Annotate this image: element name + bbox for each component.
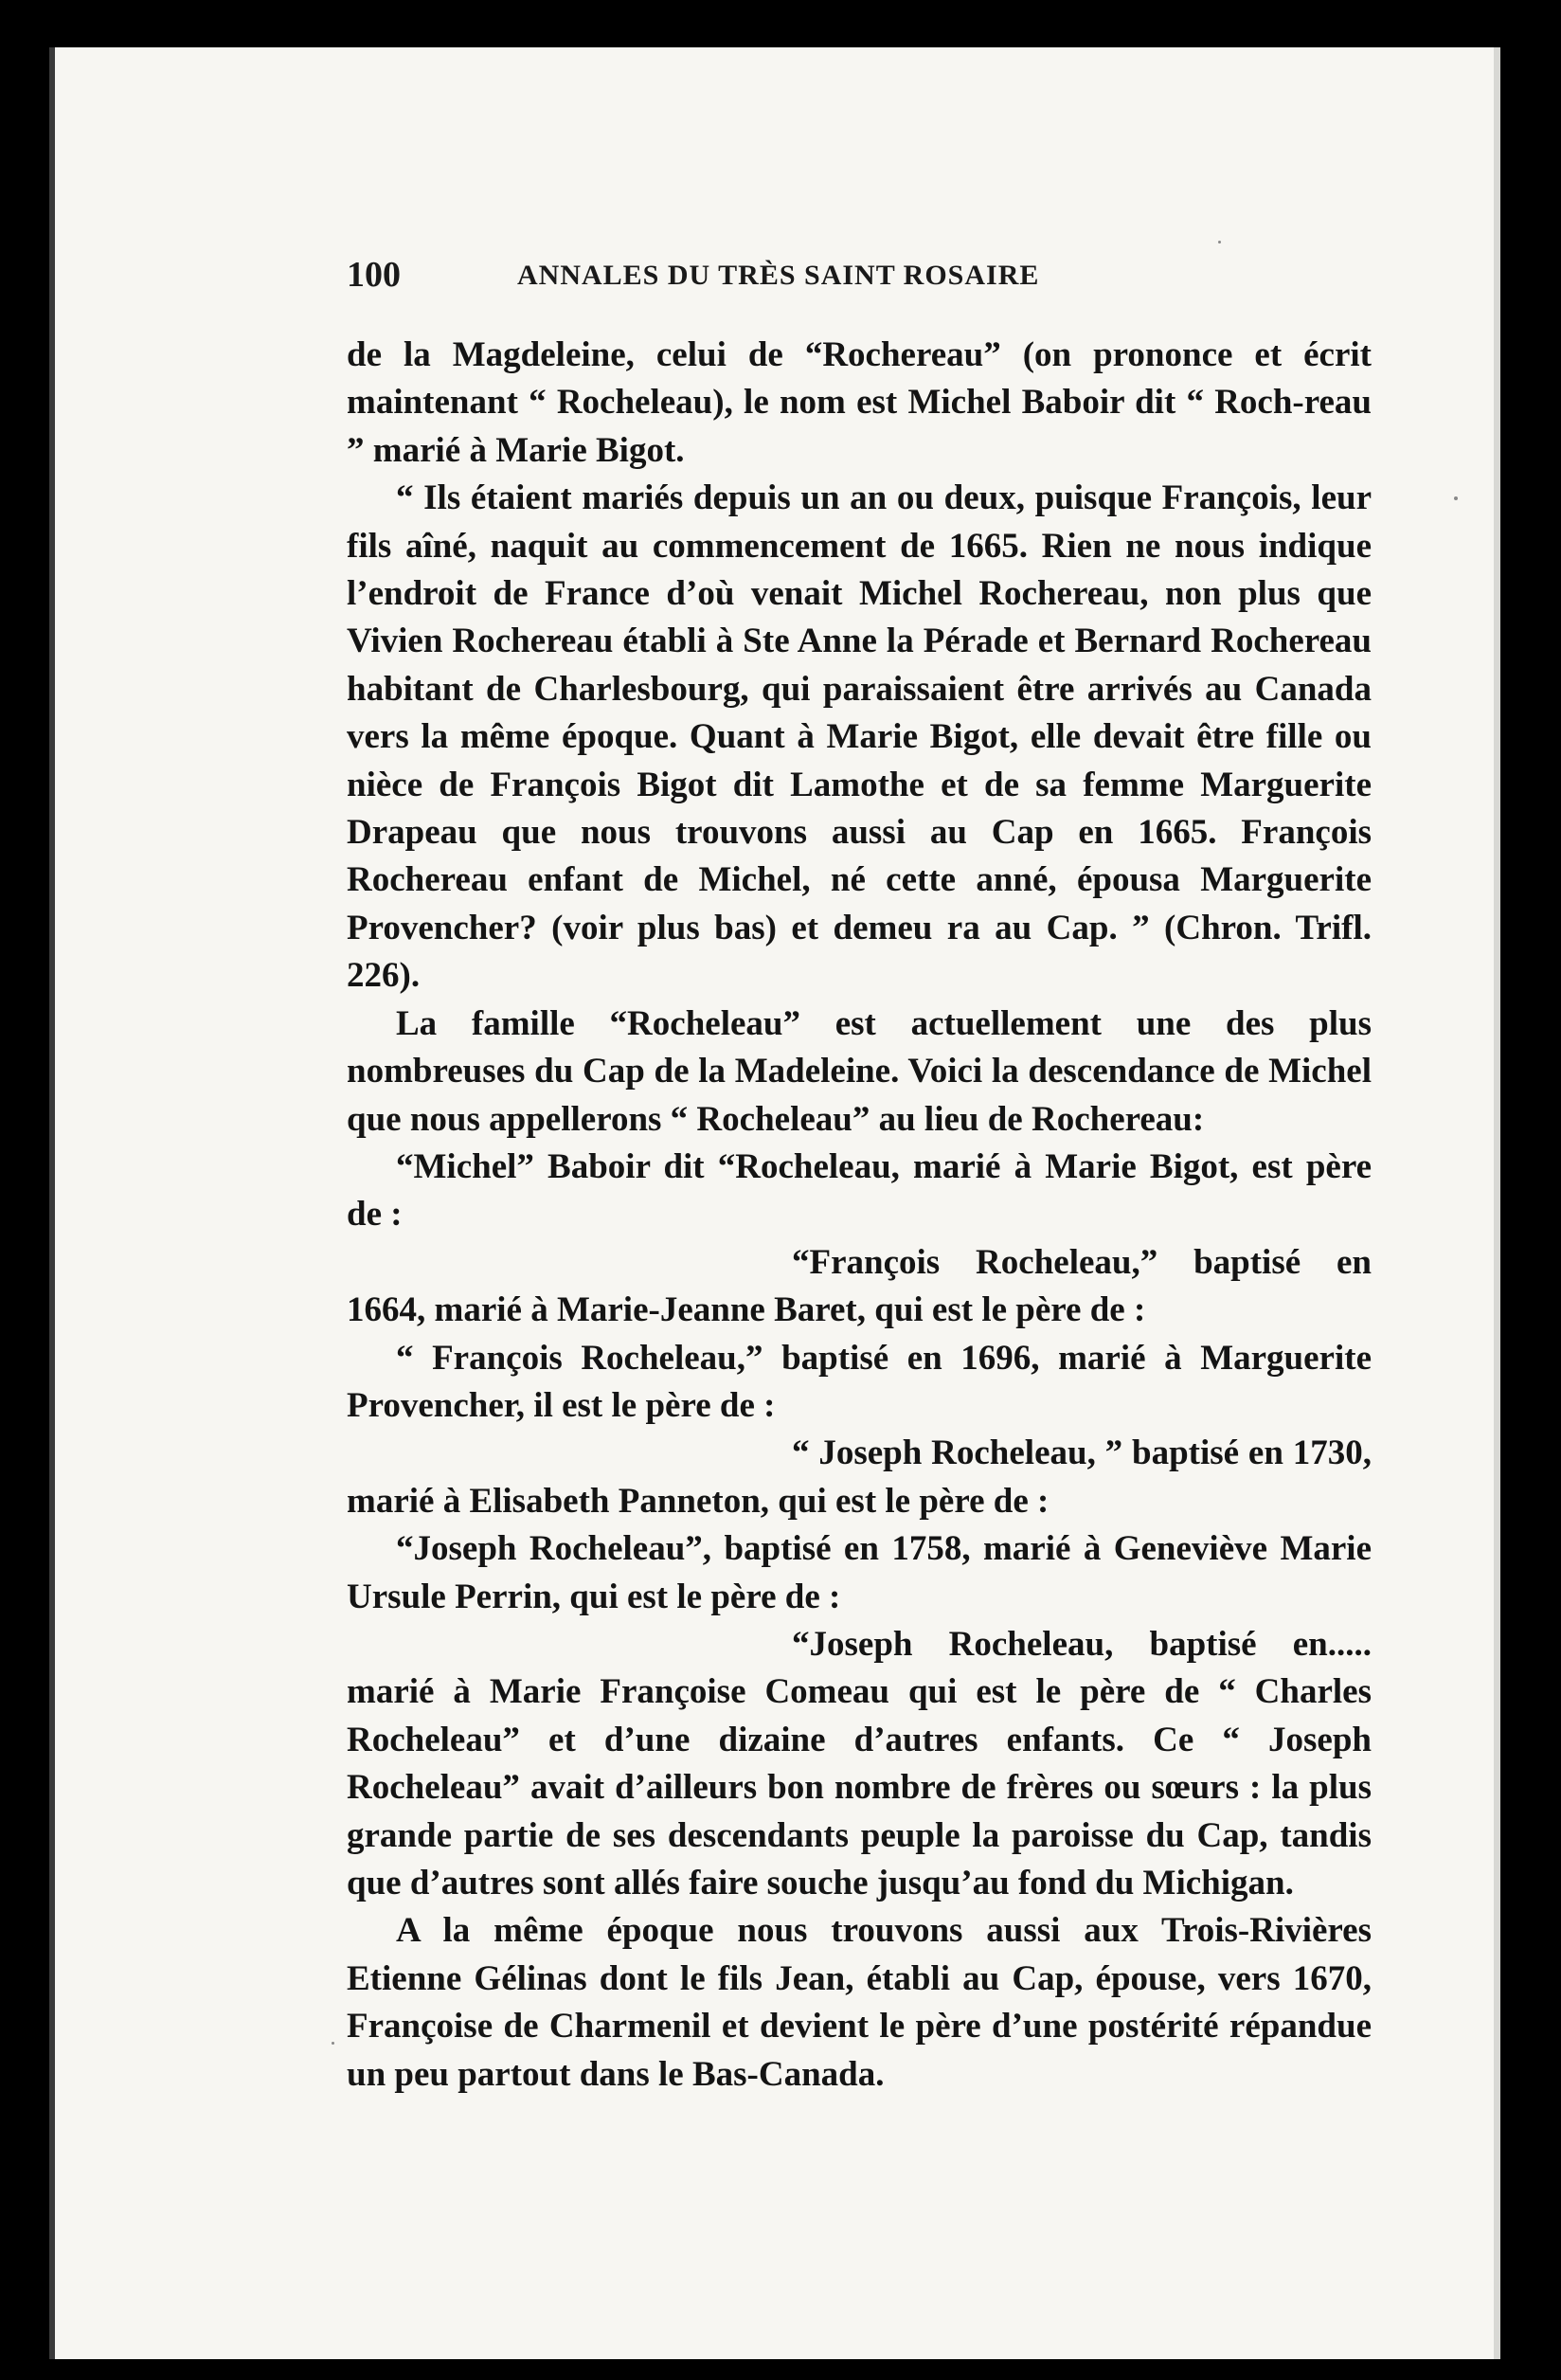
page-number: 100 [347,255,401,295]
paragraph: de la Magdeleine, celui de “Rochereau” (on prononce et écrit maintenant “ Rocheleau), le nom est Michel Baboir dit “ Roch-reau ” marié à Marie Bigot. [347,335,1372,470]
paragraph: “ Ils étaient mariés depuis un an ou deux, puisque François, leur fils aîné, naquit au commencement de 1665. Rien ne nous indique l’endroit de France d’où venait Michel Rochereau, non plus que Vivien Rochereau établi à Ste Anne la Pérade et Bernard Rochereau habitant de Charlesbourg, qui paraissaient être arrivés au Canada vers la même époque. Quant à Marie Bigot, elle devait être fille ou nièce de François Bigot dit Lamothe et de sa femme Marguerite Drapeau que nous trouvons aussi au Cap en 1665. François Rochereau enfant de Michel, né cette anné, épousa Marguerite Provencher? (voir plus bas) et demeu ra au Cap. ” (Chron. Trifl. 226). [347,478,1372,996]
paragraph: A la même époque nous trouvons aussi aux Trois-Rivières Etienne Gélinas dont le fils Jean, établi au Cap, épouse, vers 1670, Françoise de Charmenil et devient le père d’une postérité répandue un peu partout dans le Bas-Canada. [347,1911,1372,2094]
paragraph: “Joseph Rocheleau, baptisé en..... marié à Marie Françoise Comeau qui est le père de “ Charles Rocheleau” et d’une dizaine d’autres enfants. Ce “ Joseph Rocheleau” avait d’ailleurs bon nombre de frères ou sœurs : la plus grande partie de ses descendants peuple la paroisse du Cap, tandis que d’autres sont allés faire souche jusqu’au fond du Michigan. [347,1624,1372,1902]
scan-speck [1454,496,1458,500]
running-head [347,254,1351,311]
paragraph: “Michel” Baboir dit “Rocheleau, marié à Marie Bigot, est père de : [347,1146,1372,1235]
paragraph: La famille “Rocheleau” est actuellement une des plus nombreuses du Cap de la Madeleine. Voici la descendance de Michel que nous appellerons “ Rocheleau” au lieu de Rochereau: [347,1003,1372,1139]
paragraph: “Joseph Rocheleau”, baptisé en 1758, marié à Geneviève Marie Ursule Perrin, qui est le père de : [347,1529,1372,1616]
paragraph: “ Joseph Rocheleau, ” baptisé en 1730, marié à Elisabeth Panneton, qui est le père de : [347,1433,1372,1521]
paragraph: “ François Rocheleau,” baptisé en 1696, marié à Marguerite Provencher, il est le père de : [347,1338,1372,1425]
scan-speck [332,2042,334,2045]
running-title: ANNALES DU TRÈS SAINT ROSAIRE [517,260,1040,291]
scan-speck [1218,241,1221,243]
paragraph: “François Rocheleau,” baptisé en 1664, marié à Marie-Jeanne Baret, qui est le père de : [347,1242,1372,1330]
body-text [347,332,1372,2099]
page-edge [1494,47,1500,2359]
